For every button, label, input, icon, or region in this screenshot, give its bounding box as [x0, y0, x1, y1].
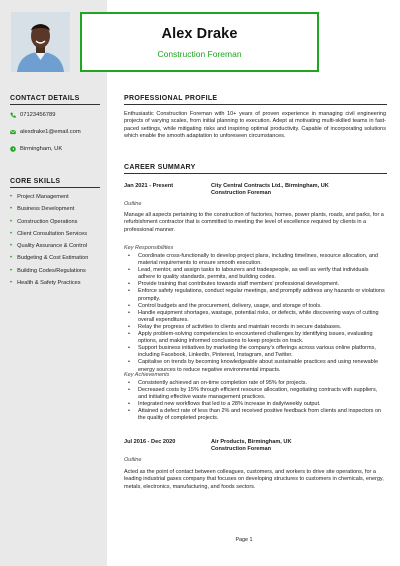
- contact-divider: [10, 104, 100, 105]
- list-item: • Consistently achieved an on-time completion rate of 95% for projects.: [124, 380, 386, 387]
- skill-item: • Budgeting & Cost Estimation: [10, 255, 89, 262]
- contact-location-text: Birmingham, UK: [20, 146, 63, 152]
- career-heading: CAREER SUMMARY: [124, 164, 196, 171]
- contact-details-heading: CONTACT DETAILS: [10, 95, 80, 102]
- list-item: • Handle equipment shortages, wastage, potential risks, or defects, while discovering ways of cutting overall expenditures.: [124, 310, 386, 324]
- skill-item: • Construction Operations: [10, 218, 78, 225]
- list-item: • Coordinate cross-functionally to develop project plans, including timelines, resource allocation, and material requirements to ensure smooth execution.: [124, 253, 386, 267]
- job-position: Construction Foreman: [211, 446, 271, 452]
- bullet-icon: •: [10, 255, 13, 262]
- contact-location: [10, 146, 62, 152]
- list-item: • Provide training that contributes towards staff members' professional development.: [124, 281, 386, 288]
- skills-list: [10, 194, 88, 292]
- job-outline: Acted as the point of contact between colleagues, customers, and workers to drive site operations, for a leading industrial gases company that focuses on developing structures to customers in chemicals, energy, metals, electronics, manufacturing, and foods sectors.: [124, 469, 384, 490]
- list-item: • Apply problem-solving competencies to encountered challenges by identifying issues, evaluating options, and making informed conclusions to keep projects on track.: [124, 331, 386, 345]
- list-item: • Decreased costs by 15% through efficient resource allocation, negotiating contracts with suppliers, and initiating effective waste management practices.: [124, 387, 386, 401]
- location-icon: [10, 146, 16, 152]
- candidate-name: Alex Drake: [161, 26, 238, 42]
- job-company: [211, 439, 387, 453]
- list-item: • Support business initiatives by marketing the company's offerings across various online platforms, including Facebook, LinkedIn, Pinterest, Instagram, and Twitter.: [124, 345, 386, 359]
- list-item: • Enforce safety regulations, conduct regular meetings, and promptly address any hazards or violations promptly.: [124, 288, 386, 302]
- skill-item: • Project Management: [10, 194, 69, 200]
- job-position: Construction Foreman: [211, 190, 271, 196]
- name-header: [80, 12, 319, 72]
- job-outline: Manage all aspects pertaining to the construction of factories, homes, power plants, roads, and parks, for a refurbishment contractor that is committed to meeting the level of excellence required by clients in a professional manner.: [124, 212, 384, 233]
- contact-email: [10, 129, 81, 135]
- skill-item: • Business Development: [10, 206, 75, 213]
- outline-label: Outline: [124, 201, 142, 207]
- candidate-role: Construction Foreman: [157, 49, 242, 59]
- job-company-name: Air Products, Birmingham, UK: [211, 439, 292, 445]
- achievements-label: Key Achievements: [124, 372, 170, 378]
- bullet-icon: •: [10, 194, 13, 200]
- skill-item: • Building Codes/Regulations: [10, 267, 86, 274]
- email-icon: [10, 129, 16, 135]
- skills-divider: [10, 187, 100, 188]
- job-dates: Jul 2016 - Dec 2020: [124, 439, 176, 445]
- bullet-icon: •: [10, 206, 13, 213]
- list-item: • Relay the progress of activities to clients and maintain records in secure databases.: [124, 324, 386, 331]
- profile-text: Enthusiastic Construction Foreman with 10+ years of proven experience in managing civil engineering projects of varying scales, from initial planning to execution. Adept at motivating multi-skilled teams in fast-paced settings, while mitigating risks and inspiring optimal productivity. Capable of incorporating solutions which enable the smooth adaptation to unforeseen circumstances.: [124, 111, 386, 140]
- bullet-icon: •: [10, 230, 13, 237]
- skill-item: • Health & Safety Practices: [10, 280, 81, 287]
- phone-icon: [10, 112, 16, 118]
- skill-item: • Quality Assurance & Control: [10, 243, 88, 250]
- contact-phone-text: 07123456789: [20, 112, 56, 118]
- skill-item: • Client Consultation Services: [10, 230, 88, 237]
- career-divider: [124, 173, 387, 174]
- profile-heading: PROFESSIONAL PROFILE: [124, 95, 218, 102]
- page-footer: [0, 537, 400, 543]
- job-dates: Jan 2021 - Present: [124, 183, 174, 189]
- responsibilities-label: Key Responsibilities: [124, 245, 174, 251]
- job-company: [211, 183, 387, 197]
- page-number: Page 1: [235, 537, 253, 543]
- core-skills-heading: CORE SKILLS: [10, 178, 61, 185]
- contact-phone: [10, 112, 55, 118]
- profile-photo: [11, 12, 70, 72]
- achievements-list: [124, 380, 386, 423]
- list-item: • Attained a defect rate of less than 2% and received positive feedback from clients and inspectors on the quality of completed projects.: [124, 408, 386, 422]
- list-item: • Capitalise on trends by becoming knowledgeable about sustainable practices and using renewable energy sources to reduce negative environmental impacts.: [124, 359, 386, 373]
- list-item: • Integrated new workflows that led to a 28% increase in daily/weekly output.: [124, 401, 386, 408]
- responsibilities-list: [124, 253, 386, 374]
- job-company-name: City Central Contracts Ltd., Birmingham, UK: [211, 183, 329, 189]
- outline-label: Outline: [124, 457, 142, 463]
- contact-email-text: alexdrake1@email.com: [20, 129, 81, 135]
- bullet-icon: •: [10, 243, 13, 250]
- profile-divider: [124, 104, 387, 105]
- bullet-icon: •: [10, 280, 13, 287]
- list-item: • Control budgets and the procurement, delivery, usage, and storage of tools.: [124, 303, 386, 310]
- bullet-icon: •: [10, 267, 13, 274]
- bullet-icon: •: [10, 218, 13, 225]
- list-item: • Lead, mentor, and assign tasks to labourers and tradespeople, as well as verify that individuals adhere to quality standards, permits, and building codes.: [124, 267, 386, 281]
